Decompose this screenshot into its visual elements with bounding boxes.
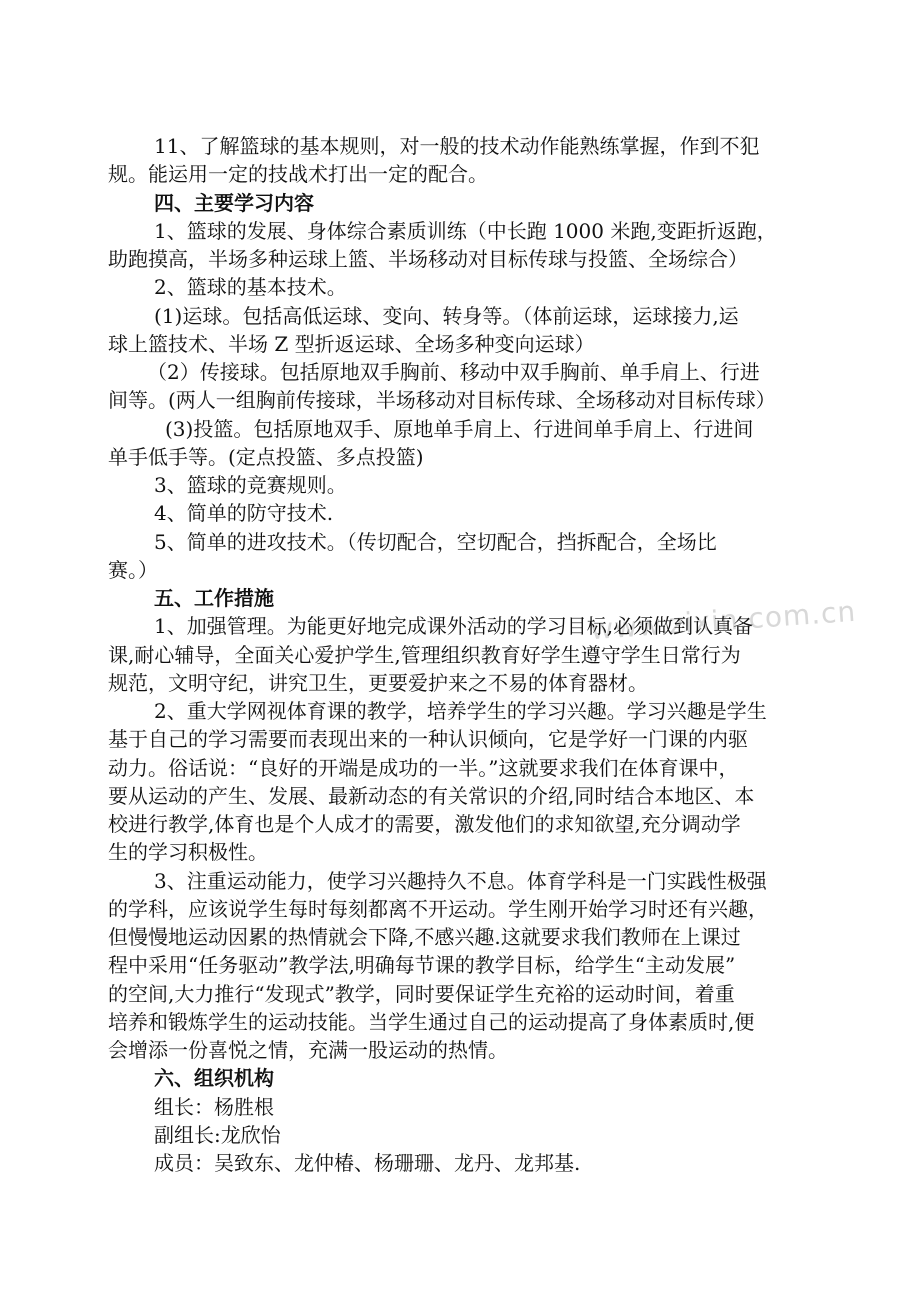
- text-line: 基于自己的学习需要而表现出来的一种认识倾向，它是学好一门课的内驱: [108, 727, 748, 751]
- text-line: 5、简单的进攻技术。（传切配合，空切配合，挡拆配合，全场比: [154, 530, 717, 554]
- text-line: 4、简单的防守技术.: [154, 501, 334, 525]
- section-heading: 五、工作措施: [154, 586, 274, 610]
- text-line: 要从运动的产生、发展、最新动态的有关常识的介绍,同时结合本地区、本: [108, 784, 755, 808]
- text-line: 会增添一份喜悦之情，充满一股运动的热情。: [108, 1038, 508, 1062]
- text-line: (1)运球。包括高低运球、变向、转身等。（体前运球，运球接力,运: [154, 304, 739, 328]
- text-line: 校进行教学,体育也是个人成才的需要，激发他们的求知欲望,充分调动学: [108, 812, 741, 836]
- text-line: 间等。(两人一组胸前传接球，半场移动对目标传球、全场移动对目标传球）: [108, 388, 776, 412]
- text-line: 规范，文明守纪，讲究卫生，更要爱护来之不易的体育器材。: [108, 671, 648, 695]
- text-line: 规。能运用一定的技战术打出一定的配合。: [108, 162, 488, 186]
- text-line: 2、篮球的基本技术。: [154, 275, 347, 299]
- text-line: 生的学习积极性。: [108, 840, 268, 864]
- text-line: 培养和锻炼学生的运动技能。当学生通过自己的运动提高了身体素质时,便: [108, 1010, 755, 1034]
- text-line: （2）传接球。包括原地双手胸前、移动中双手胸前、单手肩上、行进: [147, 360, 760, 384]
- text-line: 3、篮球的竞赛规则。: [154, 473, 347, 497]
- text-line: 成员：吴致东、龙仲椿、杨珊珊、龙丹、龙邦基.: [154, 1151, 581, 1175]
- text-line: 副组长:龙欣怡: [154, 1123, 281, 1147]
- text-line: 球上篮技术、半场 Z 型折返运球、全场多种变向运球）: [108, 332, 595, 356]
- text-line: 1、篮球的发展、身体综合素质训练（中长跑 1000 米跑,变距折返跑，: [154, 219, 777, 243]
- text-line: 单手低手等。(定点投篮、多点投篮): [108, 445, 424, 469]
- text-line: 但慢慢地运动因累的热情就会下降,不感兴趣.这就要求我们教师在上课过: [108, 925, 741, 949]
- text-line: 组长：杨胜根: [154, 1095, 274, 1119]
- section-heading: 四、主要学习内容: [154, 191, 314, 215]
- watermark: www.zixin.com.cn: [589, 594, 858, 647]
- text-line: 助跑摸高，半场多种运球上篮、半场移动对目标传球与投篮、全场综合）: [108, 247, 748, 271]
- text-line: (3)投篮。包括原地双手、原地单手肩上、行进间单手肩上、行进间: [165, 417, 754, 441]
- text-line: 程中采用“任务驱动”教学法,明确每节课的教学目标，给学生“主动发展”: [108, 953, 736, 977]
- text-line: 2、重大学网视体育课的教学，培养学生的学习兴趣。学习兴趣是学生: [154, 699, 767, 723]
- text-line: 课,耐心辅导，全面关心爱护学生,管理组织教育好学生遵守学生日常行为: [108, 643, 741, 667]
- text-line: 的空间,大力推行“发现式”教学，同时要保证学生充裕的运动时间，着重: [108, 982, 735, 1006]
- text-line: 动力。俗话说：“良好的开端是成功的一半。”这就要求我们在体育课中，: [108, 756, 739, 780]
- text-line: 的学科，应该说学生每时每刻都离不开运动。学生刚开始学习时还有兴趣，: [108, 897, 768, 921]
- text-line: 赛。）: [108, 558, 158, 582]
- section-heading: 六、组织机构: [154, 1066, 274, 1090]
- text-line: 3、注重运动能力，使学习兴趣持久不息。体育学科是一门实践性极强: [154, 869, 767, 893]
- text-line: 11、了解篮球的基本规则，对一般的技术动作能熟练掌握，作到不犯: [154, 134, 760, 158]
- text-line: 1、加强管理。为能更好地完成课外活动的学习目标,必须做到认真备: [154, 614, 754, 638]
